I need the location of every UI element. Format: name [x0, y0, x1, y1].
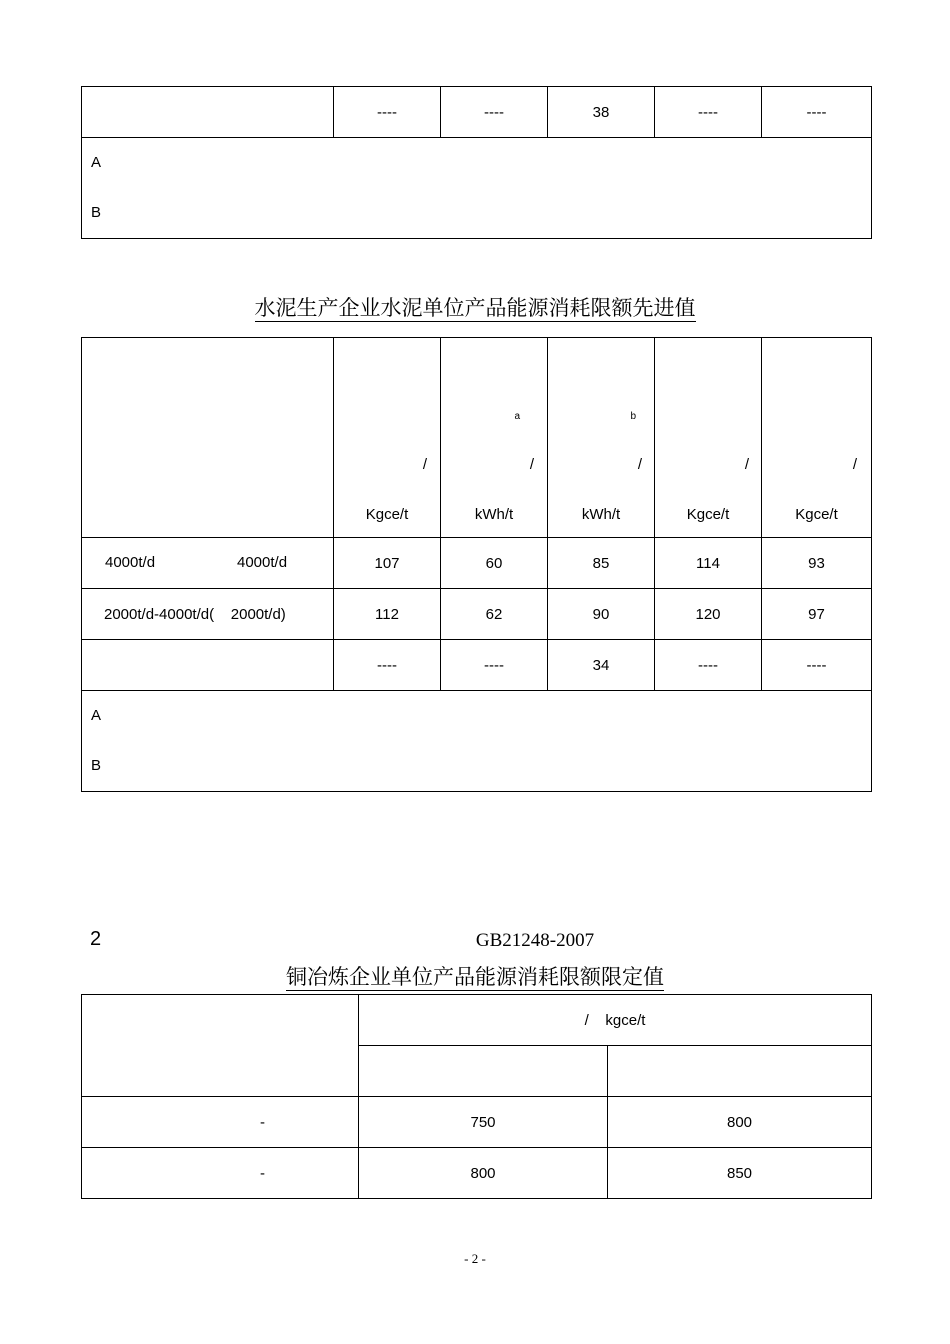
table-cell: 62 [441, 589, 548, 640]
table-cell: ---- [655, 87, 762, 138]
footnote-marker-a: a [514, 411, 520, 422]
table-row [82, 1097, 872, 1148]
header-cell-cement-energy [762, 338, 872, 538]
table-cell: 85 [548, 538, 655, 589]
table-cell: 112 [334, 589, 441, 640]
note-a: A [91, 154, 102, 171]
table-cell: ---- [762, 640, 872, 691]
table-title-copper-limit [0, 961, 950, 991]
table-cell: 97 [762, 589, 872, 640]
table-cell: 34 [548, 640, 655, 691]
section-number: 2 [90, 928, 102, 950]
table-cell: 750 [359, 1097, 608, 1148]
table-row [82, 538, 872, 589]
table-copper-limit-values [81, 994, 872, 1199]
title-text: 铜冶炼企业单位产品能源消耗限额限定值 [286, 965, 664, 989]
table-cell: ---- [334, 640, 441, 691]
unit-label: kWh/t [474, 506, 514, 523]
table-notes-row [82, 691, 872, 792]
header-cell-sub-2 [608, 1046, 872, 1097]
table-cell: 90 [548, 589, 655, 640]
header-cell-clinker-power [441, 338, 548, 538]
table-row [82, 589, 872, 640]
table-row [82, 1148, 872, 1199]
table-cell: ---- [762, 87, 872, 138]
note-a: A [91, 707, 102, 724]
table-row [82, 87, 872, 138]
unit-label: Kgce/t [365, 506, 409, 523]
table-cement-advanced-values [81, 337, 872, 792]
header-cell-cement-power [548, 338, 655, 538]
header-cell-label [82, 338, 334, 538]
row-label [82, 87, 334, 138]
header-cell-sub-1 [359, 1046, 608, 1097]
unit-slash: / [744, 456, 749, 473]
title-text: 水泥生产企业水泥单位产品能源消耗限额先进值 [254, 296, 696, 320]
table-cell: 800 [608, 1097, 872, 1148]
header-cell-clinker-coal [334, 338, 441, 538]
row-label: 2000t/d-4000t/d( 2000t/d) [82, 589, 334, 640]
unit-label: Kgce/t [686, 506, 730, 523]
row-label [82, 538, 334, 589]
row-label: - [82, 1148, 359, 1199]
table-limit-values-continued [81, 86, 872, 239]
header-cell-label [82, 995, 359, 1097]
row-label-left: 4000t/d [105, 554, 156, 571]
table-cell: 60 [441, 538, 548, 589]
table-cell: 114 [655, 538, 762, 589]
unit-slash: / [529, 456, 534, 473]
table-row [82, 640, 872, 691]
table-cell: ---- [441, 87, 548, 138]
unit-slash: / [422, 456, 427, 473]
table-cell: ---- [655, 640, 762, 691]
unit-label: kWh/t [581, 506, 621, 523]
row-label [82, 640, 334, 691]
table-cell: 120 [655, 589, 762, 640]
row-label: - [82, 1097, 359, 1148]
table-cell: 93 [762, 538, 872, 589]
table-cell: 107 [334, 538, 441, 589]
header-cell-clinker-energy [655, 338, 762, 538]
table-notes [82, 691, 872, 792]
table-header-row [82, 995, 872, 1046]
table-notes [82, 138, 872, 239]
unit-slash: / [637, 456, 642, 473]
table-header-row [82, 338, 872, 538]
unit-slash: / [852, 456, 857, 473]
footnote-marker-b: b [630, 411, 636, 422]
table-notes-row [82, 138, 872, 239]
table-cell: ---- [334, 87, 441, 138]
table-cell: ---- [441, 640, 548, 691]
table-cell: 850 [608, 1148, 872, 1199]
table-cell: 38 [548, 87, 655, 138]
unit-label: Kgce/t [795, 506, 838, 523]
table-cell: 800 [359, 1148, 608, 1199]
header-cell-unit: / kgce/t [359, 995, 872, 1046]
standard-code: GB21248-2007 [475, 930, 595, 951]
note-b: B [91, 757, 102, 774]
row-label-right: 4000t/d [237, 554, 288, 571]
page-number: - 2 - [464, 1251, 486, 1266]
note-b: B [91, 204, 102, 221]
table-title-cement-advanced [0, 292, 950, 322]
